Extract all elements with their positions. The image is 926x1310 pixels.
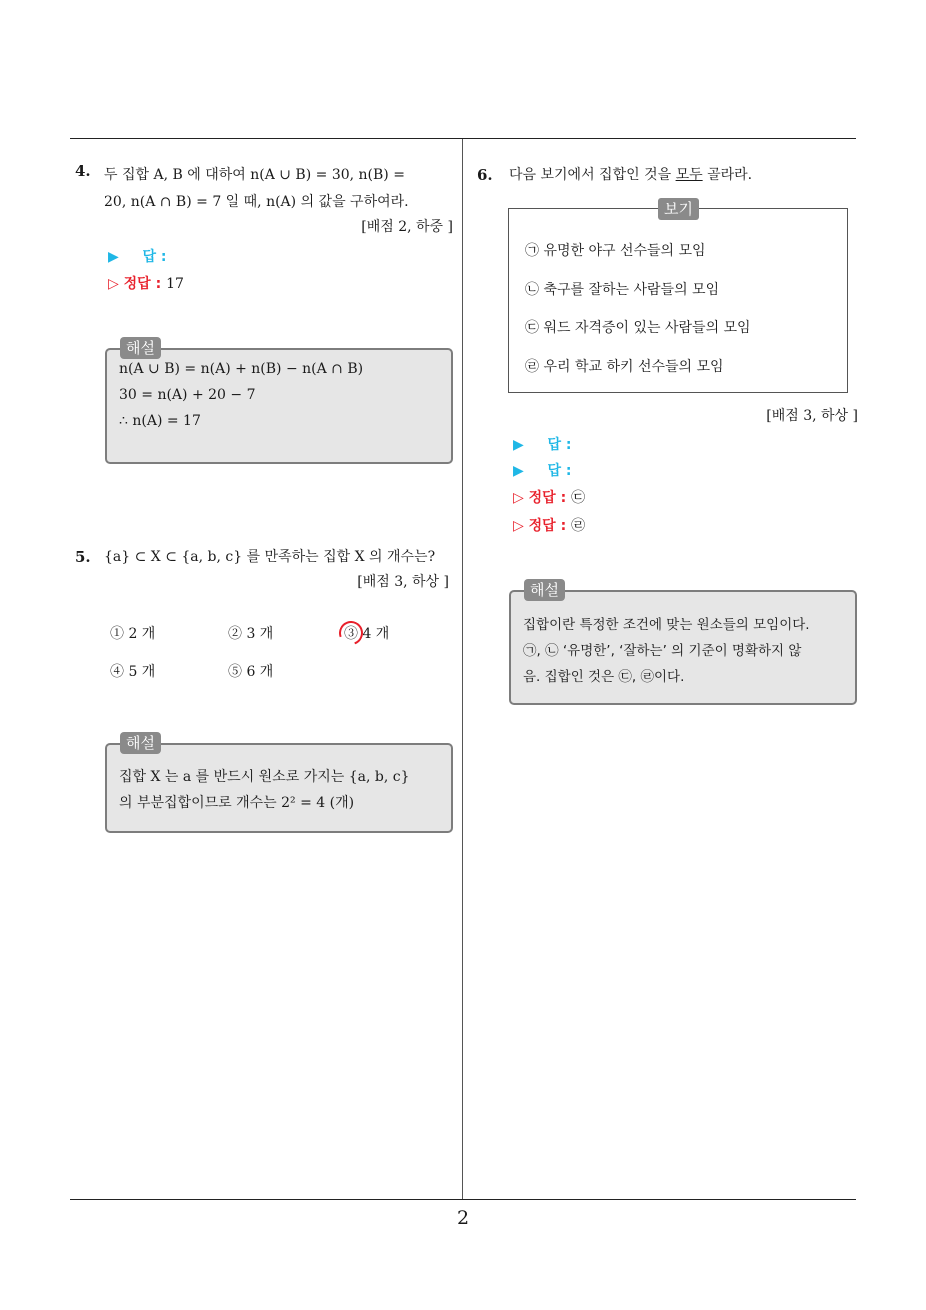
choice-1[interactable]: ① 2 개: [110, 626, 156, 642]
problem-text: 다음 보기에서 집합인 것을 모두 골라라.: [509, 167, 753, 183]
problem-number: 6.: [477, 166, 493, 184]
explanation-line: 의 부분집합이므로 개수는 2² = 4 (개): [119, 795, 355, 811]
bogi-item: ㉡ 축구를 잘하는 사람들의 모임: [525, 282, 720, 298]
selected-answer-circle: [335, 617, 367, 649]
play-outline-icon: ▷: [513, 518, 524, 534]
score: [배점 3, 하상 ]: [766, 408, 858, 424]
play-icon: ▶: [108, 249, 119, 265]
emphasis-underline: 모두: [675, 167, 703, 183]
explanation-line: ㉠, ㉡ ‘유명한’, ‘잘하는’ 의 기준이 명확하지 않: [523, 643, 802, 659]
choice-4[interactable]: ④ 5 개: [110, 664, 156, 680]
answer-row: [513, 434, 572, 454]
bogi-item: ㉢ 워드 자격증이 있는 사람들의 모임: [525, 320, 751, 336]
correct-label: 정답 :: [528, 518, 567, 534]
explanation-line: 음. 집합인 것은 ㉢, ㉣이다.: [523, 669, 685, 685]
page-number: 2: [456, 1207, 470, 1229]
play-icon: ▶: [513, 463, 524, 479]
explanation-box: [105, 348, 453, 464]
explanation-tag: 해설: [524, 579, 565, 601]
play-outline-icon: ▷: [513, 490, 524, 506]
answer-label: 답 :: [547, 463, 572, 479]
play-outline-icon: ▷: [108, 276, 119, 292]
correct-answer-row: [108, 273, 184, 293]
correct-label: 정답 :: [123, 276, 162, 292]
explanation-box: [105, 743, 453, 833]
problem-number: 5.: [75, 548, 91, 566]
choice-5[interactable]: ⑤ 6 개: [228, 664, 274, 680]
top-rule: [70, 138, 856, 139]
explanation-line: 30 = n(A) + 20 − 7: [119, 387, 256, 403]
explanation-line: ∴ n(A) = 17: [119, 413, 201, 429]
explanation-line: n(A ∪ B) = n(A) + n(B) − n(A ∩ B): [119, 361, 364, 377]
answer-label: 답 :: [547, 437, 572, 453]
problem-text: {a} ⊂ X ⊂ {a, b, c} 를 만족하는 집합 X 의 개수는?: [104, 549, 436, 565]
score: [배점 2, 하중 ]: [361, 219, 453, 235]
play-icon: ▶: [513, 437, 524, 453]
explanation-line: 집합이란 특정한 조건에 맞는 원소들의 모임이다.: [523, 617, 810, 633]
correct-answer-row: [513, 487, 585, 507]
explanation-box: [509, 590, 857, 705]
explanation-line: 집합 X 는 a 를 반드시 원소로 가지는 {a, b, c}: [119, 769, 410, 785]
problem-line-2: 20, n(A ∩ B) = 7 일 때, n(A) 의 값을 구하여라.: [104, 194, 409, 210]
bogi-item: ㉠ 유명한 야구 선수들의 모임: [525, 243, 706, 259]
bogi-tag: 보기: [658, 198, 699, 220]
problem-line-1: 두 집합 A, B 에 대하여 n(A ∪ B) = 30, n(B) =: [104, 167, 405, 183]
column-divider: [462, 139, 463, 1199]
bottom-rule: [70, 1199, 856, 1200]
choice-3[interactable]: ③ 4 개: [344, 626, 390, 642]
answer-label: 답 :: [142, 249, 167, 265]
correct-label: 정답 :: [528, 490, 567, 506]
explanation-tag: 해설: [120, 732, 161, 754]
correct-answer-row: [513, 515, 585, 535]
choice-2[interactable]: ② 3 개: [228, 626, 274, 642]
explanation-tag: 해설: [120, 337, 161, 359]
bogi-item: ㉣ 우리 학교 하키 선수들의 모임: [525, 359, 724, 375]
score: [배점 3, 하상 ]: [357, 574, 449, 590]
answer-row: [108, 246, 167, 266]
correct-value: ㉣: [571, 518, 586, 534]
correct-value: 17: [166, 276, 184, 292]
correct-value: ㉢: [571, 490, 586, 506]
problem-number: 4.: [75, 162, 91, 180]
answer-row: [513, 460, 572, 480]
